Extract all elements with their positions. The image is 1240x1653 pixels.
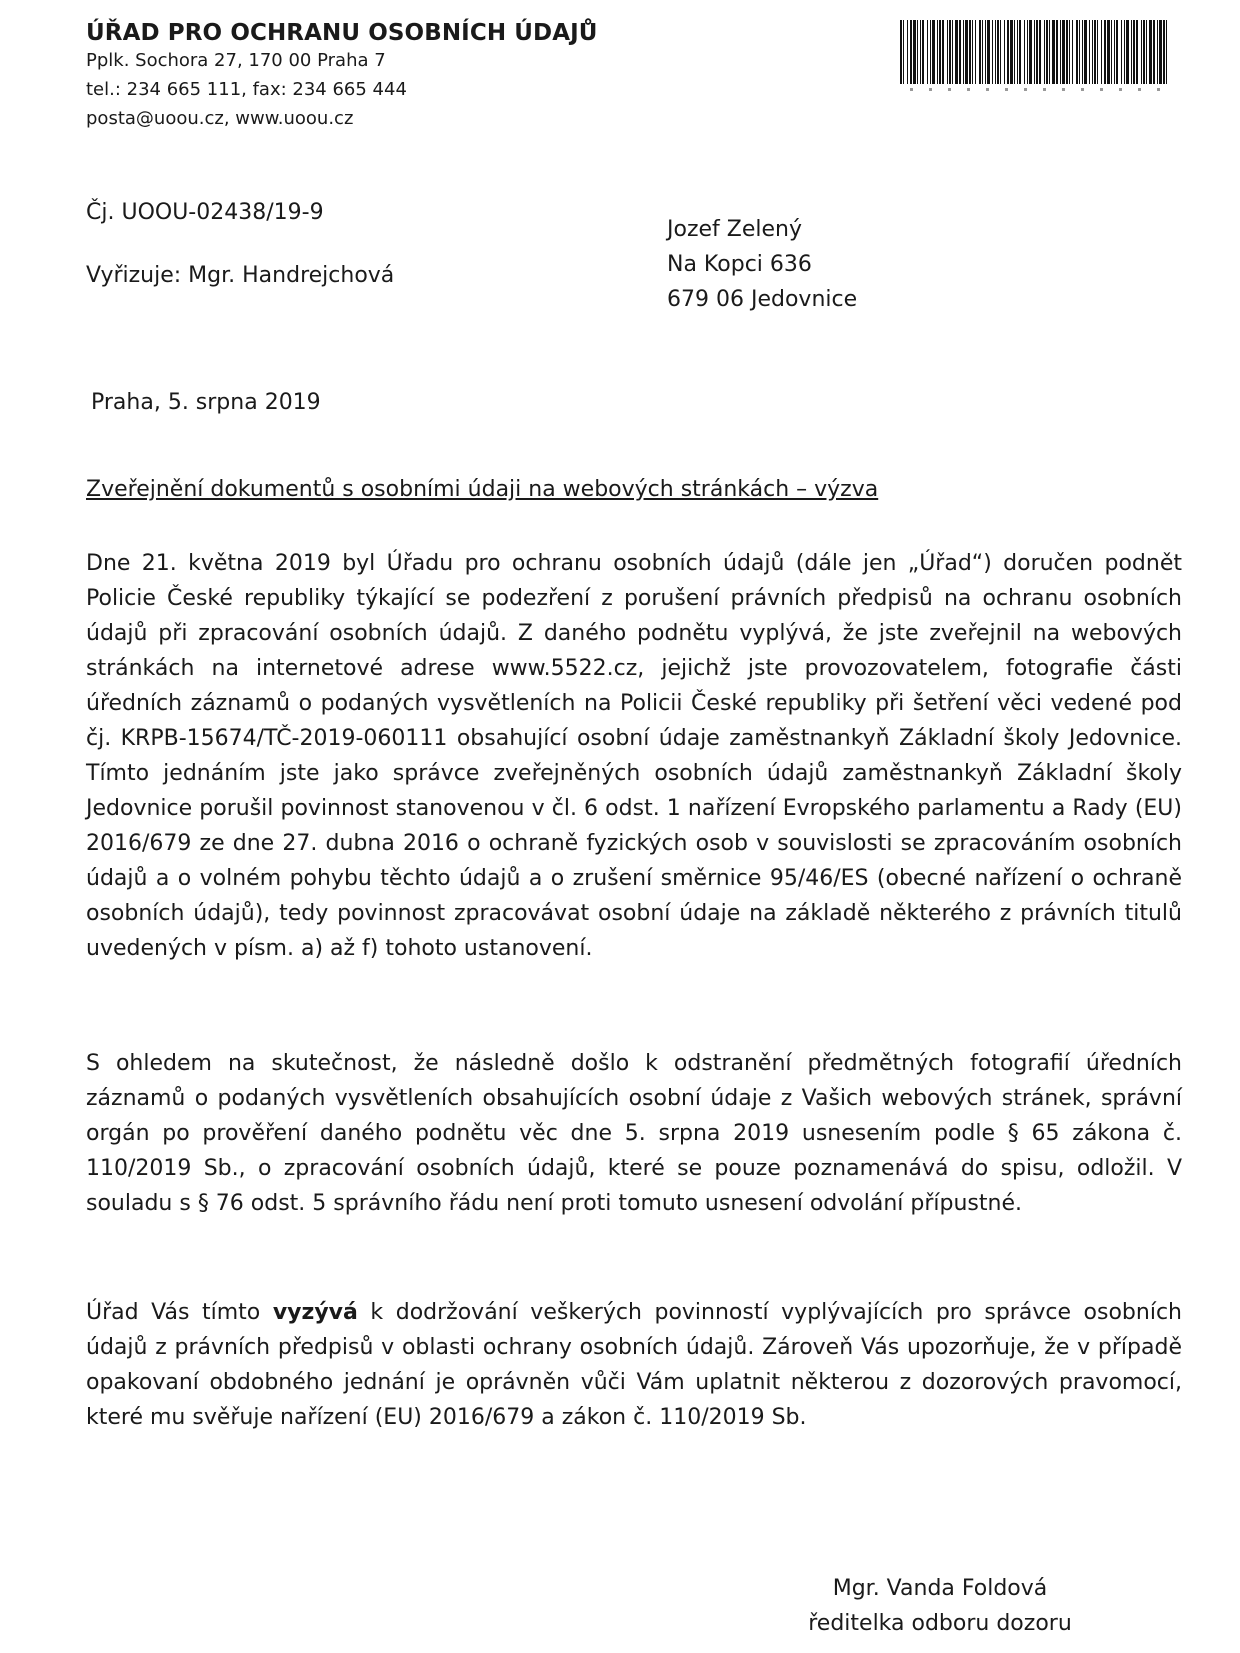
recipient-name: Jozef Zelený bbox=[667, 217, 802, 242]
recipient-street: Na Kopci 636 bbox=[667, 252, 812, 277]
case-number: Čj. UOOU-02438/19-9 bbox=[86, 200, 324, 225]
letterhead bbox=[86, 20, 598, 133]
org-name: ÚŘAD PRO OCHRANU OSOBNÍCH ÚDAJŮ bbox=[86, 20, 598, 46]
org-address: Pplk. Sochora 27, 170 00 Praha 7 bbox=[86, 50, 386, 71]
body-paragraph-2: S ohledem na skutečnost, že následně došlo k odstranění předmětných fotografií úředních záznamů o podaných vysvětleních obsahujících osobní údaje z Vašich webových stránek, správní orgán po prověření daného podnětu věc dne 5. srpna 2019 usnesením podle § 65 zákona č. 110/2019 Sb., o zpracování osobních údajů, které se pouze poznamenává do spisu, odložil. V souladu s § 76 odst. 5 správního řádu není proti tomuto usnesení odvolání přípustné. bbox=[86, 1051, 1182, 1216]
org-contact: posta@uoou.cz, www.uoou.cz bbox=[86, 108, 354, 129]
signatory-name: Mgr. Vanda Foldová bbox=[832, 1576, 1048, 1601]
letter-subject: Zveřejnění dokumentů s osobními údaji na webových stránkách – výzva bbox=[86, 477, 879, 502]
signature-block bbox=[780, 1571, 1100, 1641]
recipient-address bbox=[667, 212, 857, 317]
paragraph-3-emphasis: vyzývá bbox=[272, 1300, 358, 1325]
handled-by: Vyřizuje: Mgr. Handrejchová bbox=[86, 263, 395, 288]
paragraph-3-start: Úřad Vás tímto bbox=[86, 1300, 273, 1325]
barcode bbox=[898, 20, 1170, 100]
body-paragraph-1: Dne 21. května 2019 byl Úřadu pro ochranu osobních údajů (dále jen „Úřad“) doručen podnět Policie České republiky týkající se podezření z porušení právních předpisů na ochranu osobních údajů při zpracování osobních údajů. Z daného podnětu vyplývá, že jste zveřejnil na webových stránkách na internetové adrese www.5522.cz, jejichž jste provozovatelem, fotografie části úředních záznamů o podaných vysvětleních na Policii České republiky při šetření věci vedené pod čj. KRPB-15674/TČ-2019-060111 obsahující osobní údaje zaměstnankyň Základní školy Jedovnice. Tímto jednáním jste jako správce zveřejněných osobních údajů zaměstnankyň Základní školy Jedovnice porušil povinnost stanovenou v čl. 6 odst. 1 nařízení Evropského parlamentu a Rady (EU) 2016/679 ze dne 27. dubna 2016 o ochraně fyzických osob v souvislosti se zpracováním osobních údajů a o volném pohybu těchto údajů a o zrušení směrnice 95/46/ES (obecné nařízení o ochraně osobních údajů), tedy povinnost zpracovávat osobní údaje na základě některého z právních titulů uvedených v písm. a) až f) tohoto ustanovení. bbox=[86, 551, 1182, 961]
recipient-city: 679 06 Jedovnice bbox=[667, 287, 858, 312]
org-phone-fax: tel.: 234 665 111, fax: 234 665 444 bbox=[86, 79, 407, 100]
letter-date: Praha, 5. srpna 2019 bbox=[91, 390, 321, 415]
signatory-title: ředitelka odboru dozoru bbox=[808, 1611, 1072, 1636]
paragraph-3-end: k dodržování veškerých povinností vyplývajících pro správce osobních údajů z právních předpisů v oblasti ochrany osobních údajů. Zároveň Vás upozorňuje, že v případě opakovaní obdobného jednání je oprávněn vůči Vám uplatnit některou z dozorových pravomocí, které mu svěřuje nařízení (EU) 2016/679 a zákon č. 110/2019 Sb. bbox=[86, 1300, 1182, 1430]
body-paragraph-3 bbox=[86, 1295, 1182, 1435]
